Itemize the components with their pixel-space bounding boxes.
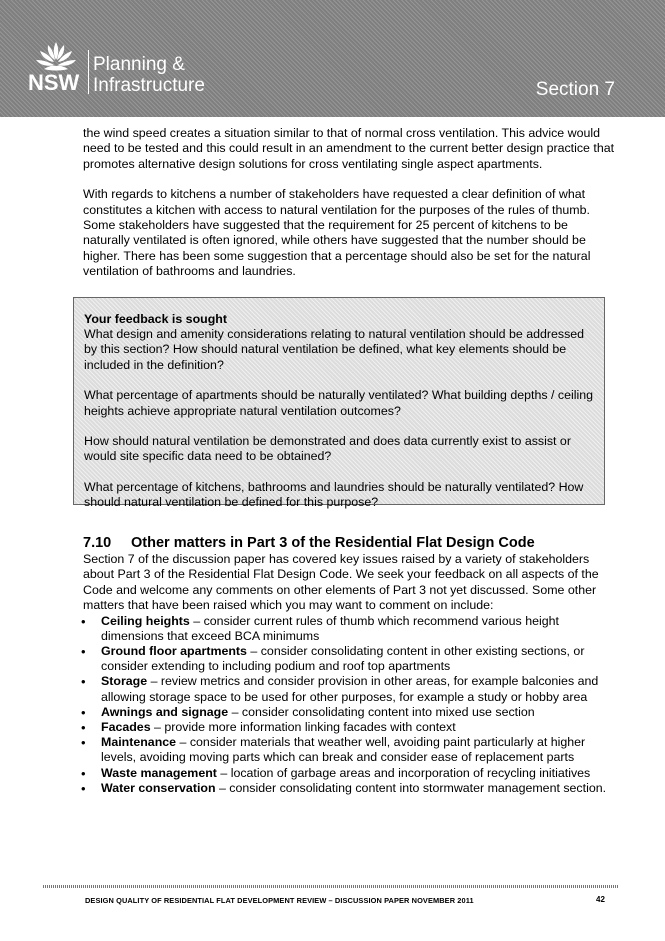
list-item-text: – review metrics and consider provision in other areas, for example balconies and allowing storage space to be used for other purposes, for example a study or hobby area bbox=[101, 674, 599, 704]
list-item-term: Waste management bbox=[101, 765, 217, 780]
waratah-icon bbox=[34, 40, 78, 74]
feedback-question: What percentage of apartments should be naturally ventilated? What building depths / ceiling heights achieve appropriate natural ventilation outcomes? bbox=[84, 388, 594, 418]
section-heading bbox=[83, 535, 535, 551]
list-item-text: – location of garbage areas and incorporation of recycling initiatives bbox=[216, 765, 591, 780]
list-item-text: – consider consolidating content into stormwater management section. bbox=[215, 780, 607, 795]
nsw-logo bbox=[28, 40, 84, 100]
list-item-text: – consider consolidating content in other existing sections, or consider extending to including podium and roof top apartments bbox=[101, 644, 585, 674]
feedback-title: Your feedback is sought bbox=[84, 312, 227, 326]
nsw-logo-text: NSW bbox=[28, 70, 80, 95]
list-item-text: – consider materials that weather well, avoiding paint particularly at higher levels, avoiding moving parts which can break and consider ease of replacement parts bbox=[101, 735, 586, 765]
list-item-term: Ground floor apartments bbox=[101, 644, 247, 659]
list-item bbox=[83, 720, 613, 735]
list-item-term: Maintenance bbox=[101, 735, 177, 750]
list-item-text: – consider consolidating content into mixed use section bbox=[228, 704, 535, 719]
section-body bbox=[83, 552, 613, 796]
list-item-text: – consider current rules of thumb which recommend various height dimensions that exceed BCA minimums bbox=[101, 613, 559, 643]
list-item bbox=[83, 614, 613, 644]
list-item-term: Ceiling heights bbox=[101, 613, 190, 628]
feedback-box bbox=[73, 297, 605, 510]
section-title: Other matters in Part 3 of the Residential Flat Design Code bbox=[131, 535, 535, 551]
body-text bbox=[83, 126, 618, 295]
organisation-name bbox=[93, 54, 205, 96]
list-item bbox=[83, 735, 613, 765]
list-item bbox=[83, 674, 613, 704]
list-item-term: Awnings and signage bbox=[101, 704, 229, 719]
list-item bbox=[83, 781, 613, 796]
section-number: 7.10 bbox=[83, 535, 112, 551]
organisation-line-1: Planning & bbox=[93, 54, 185, 75]
body-paragraph: With regards to kitchens a number of stakeholders have requested a clear definition of what constitutes a kitchen with access to natural ventilation for the purposes of the rules of thumb. Some stakeholders have suggested that the requirement for 25 percent of kitchens to be naturally ventilated is often ignored, while others have suggested that the number should be higher. There has been some suggestion that a percentage should also be set for the natural ventilation of bathrooms and laundries. bbox=[83, 187, 591, 279]
footer-divider bbox=[43, 885, 618, 888]
logo-divider bbox=[88, 50, 89, 94]
list-item-term: Water conservation bbox=[101, 780, 216, 795]
feedback-question: What percentage of kitchens, bathrooms and laundries should be naturally ventilated? How should natural ventilation be defined for this purpose? bbox=[84, 479, 584, 510]
organisation-line-2: Infrastructure bbox=[93, 75, 205, 96]
section-intro: Section 7 of the discussion paper has covered key issues raised by a variety of stakeholders about Part 3 of the Residential Flat Design Code. We seek your feedback on all aspects of the Code and welcome any comments on other elements of Part 3 not yet discussed. Some other matters that have been raised which you may want to comment on include: bbox=[83, 552, 599, 613]
feedback-question: What design and amenity considerations relating to natural ventilation should be addressed by this section? How should natural ventilation be defined, what key elements should be included in the definition? bbox=[84, 327, 585, 372]
matters-list bbox=[83, 614, 613, 796]
page-header bbox=[0, 0, 665, 117]
footer-title: DESIGN QUALITY OF RESIDENTIAL FLAT DEVELOPMENT REVIEW – DISCUSSION PAPER NOVEMBER 2011 bbox=[85, 896, 474, 905]
list-item-term: Facades bbox=[101, 720, 151, 735]
body-paragraph: the wind speed creates a situation similar to that of normal cross ventilation. This advice would need to be tested and this could result in an amendment to the current better design practice that promotes alternative design solutions for cross ventilating single aspect apartments. bbox=[83, 126, 615, 171]
list-item-term: Storage bbox=[101, 674, 148, 689]
list-item-text: – provide more information linking facades with context bbox=[150, 720, 456, 735]
list-item bbox=[83, 705, 613, 720]
list-item bbox=[83, 644, 613, 674]
page-number: 42 bbox=[596, 895, 605, 904]
list-item bbox=[83, 766, 613, 781]
feedback-question: How should natural ventilation be demonstrated and does data currently exist to assist or would site specific data need to be obtained? bbox=[84, 434, 571, 464]
section-label: Section 7 bbox=[535, 79, 615, 100]
